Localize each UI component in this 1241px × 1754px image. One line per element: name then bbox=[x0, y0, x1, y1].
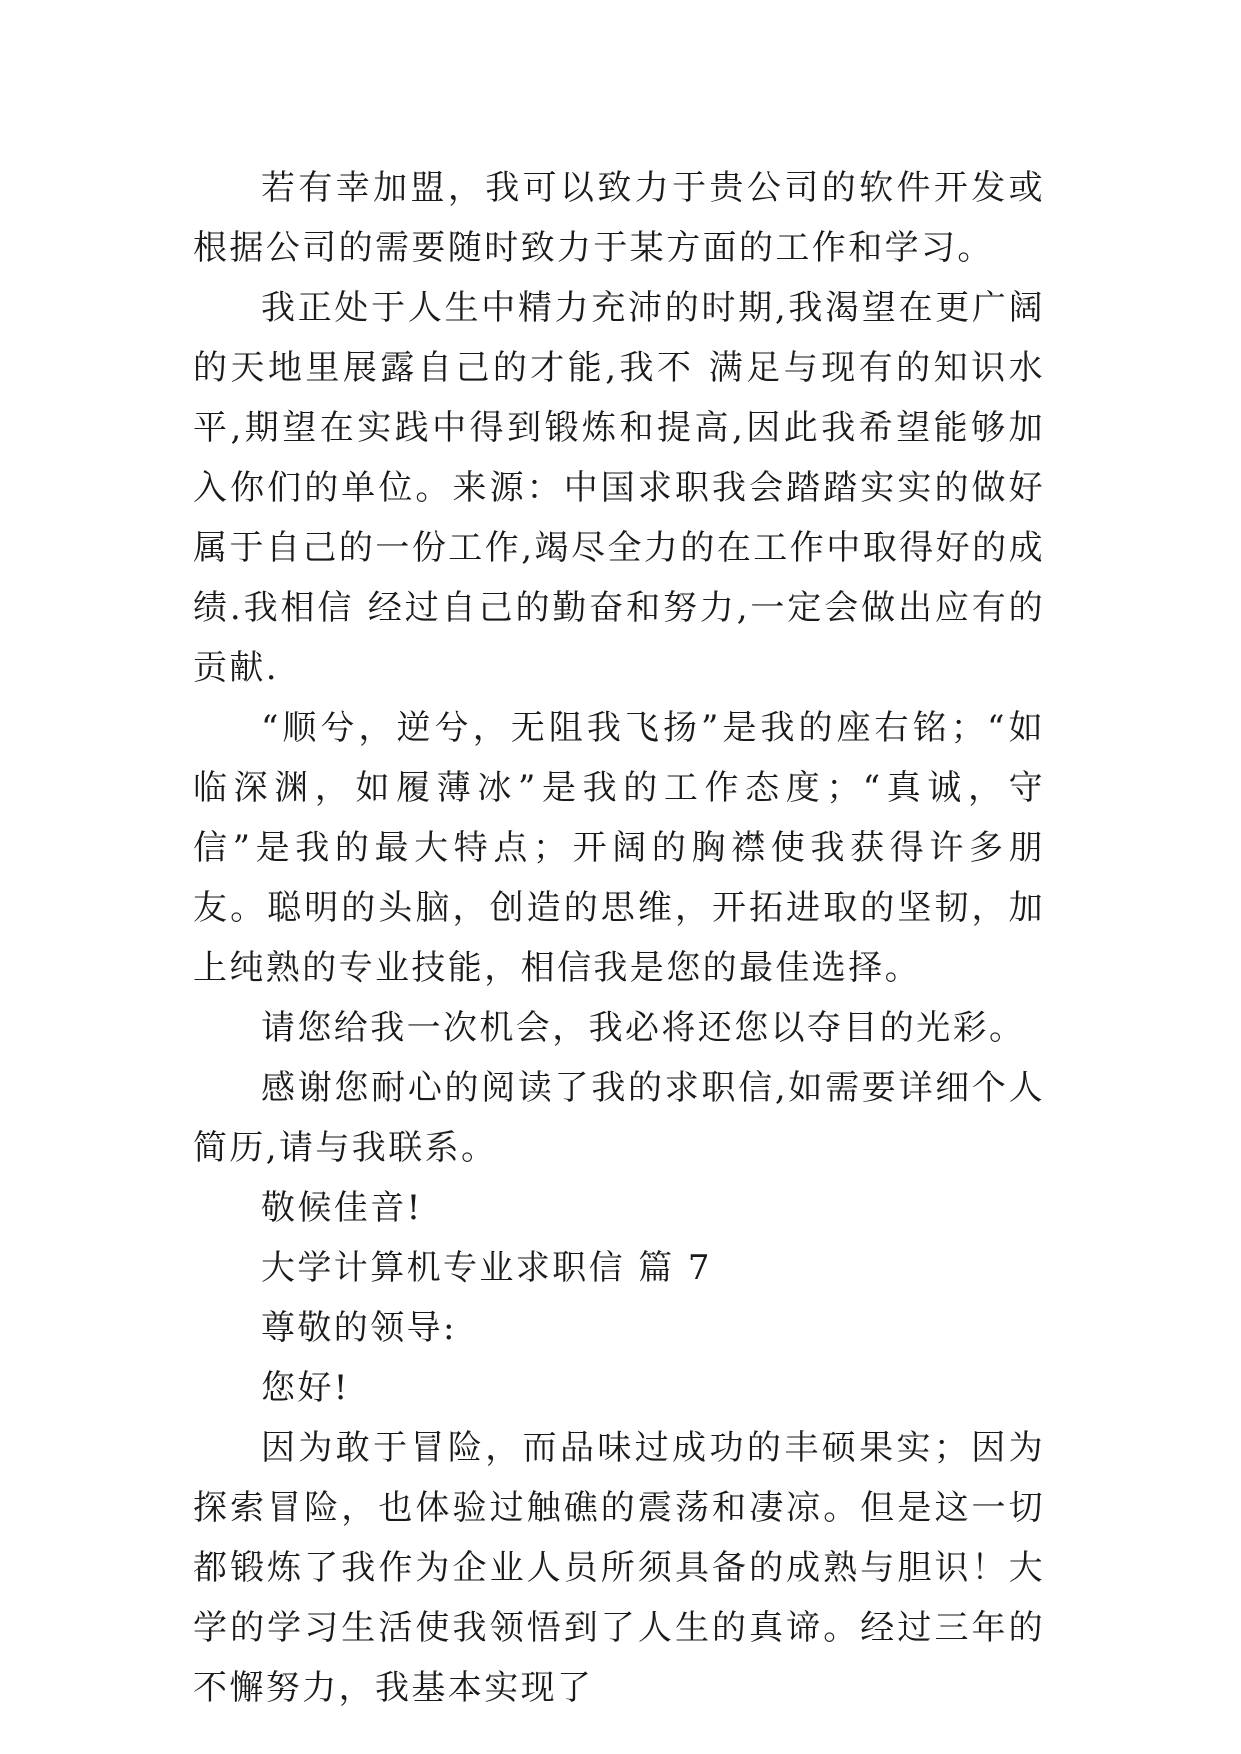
paragraph: 因为敢于冒险，而品味过成功的丰硕果实；因为探索冒险，也体验过触礁的震荡和凄凉。但是这一切都锻炼了我作为企业人员所须具备的成熟与胆识！大学的学习生活使我领悟到了人生的真谛。经过三年的不懈努力，我基本实现了 bbox=[193, 1428, 1045, 1708]
paragraph: “顺兮，逆兮，无阻我飞扬”是我的座右铭；“如临深渊，如履薄冰”是我的工作态度；“真诚，守信”是我的最大特点；开阔的胸襟使我获得许多朋友。聪明的头脑，创造的思维，开拓进取的坚韧，加上纯熟的专业技能，相信我是您的最佳选择。 bbox=[193, 708, 1045, 988]
salutation: 尊敬的领导: bbox=[261, 1308, 457, 1348]
paragraph: 感谢您耐心的阅读了我的求职信,如需要详细个人简历,请与我联系。 bbox=[193, 1068, 1045, 1168]
paragraph: 若有幸加盟，我可以致力于贵公司的软件开发或根据公司的需要随时致力于某方面的工作和学习。 bbox=[193, 168, 1045, 268]
paragraph: 我正处于人生中精力充沛的时期,我渴望在更广阔的天地里展露自己的才能,我不 满足与现有的知识水平,期望在实践中得到锻炼和提高,因此我希望能够加入你们的单位。来源：中国求职我会踏踏实实的做好属于自己的一份工作,竭尽全力的在工作中取得好的成绩.我相信 经过自己的勤奋和努力,一定会做出应有的贡献. bbox=[193, 288, 1045, 688]
section-heading: 大学计算机专业求职信 篇 7 bbox=[261, 1248, 712, 1288]
greeting: 您好! bbox=[261, 1368, 350, 1408]
paragraph: 请您给我一次机会，我必将还您以夺目的光彩。 bbox=[261, 1008, 1026, 1048]
body-text bbox=[193, 158, 1045, 1718]
closing-line: 敬候佳音! bbox=[261, 1188, 423, 1228]
